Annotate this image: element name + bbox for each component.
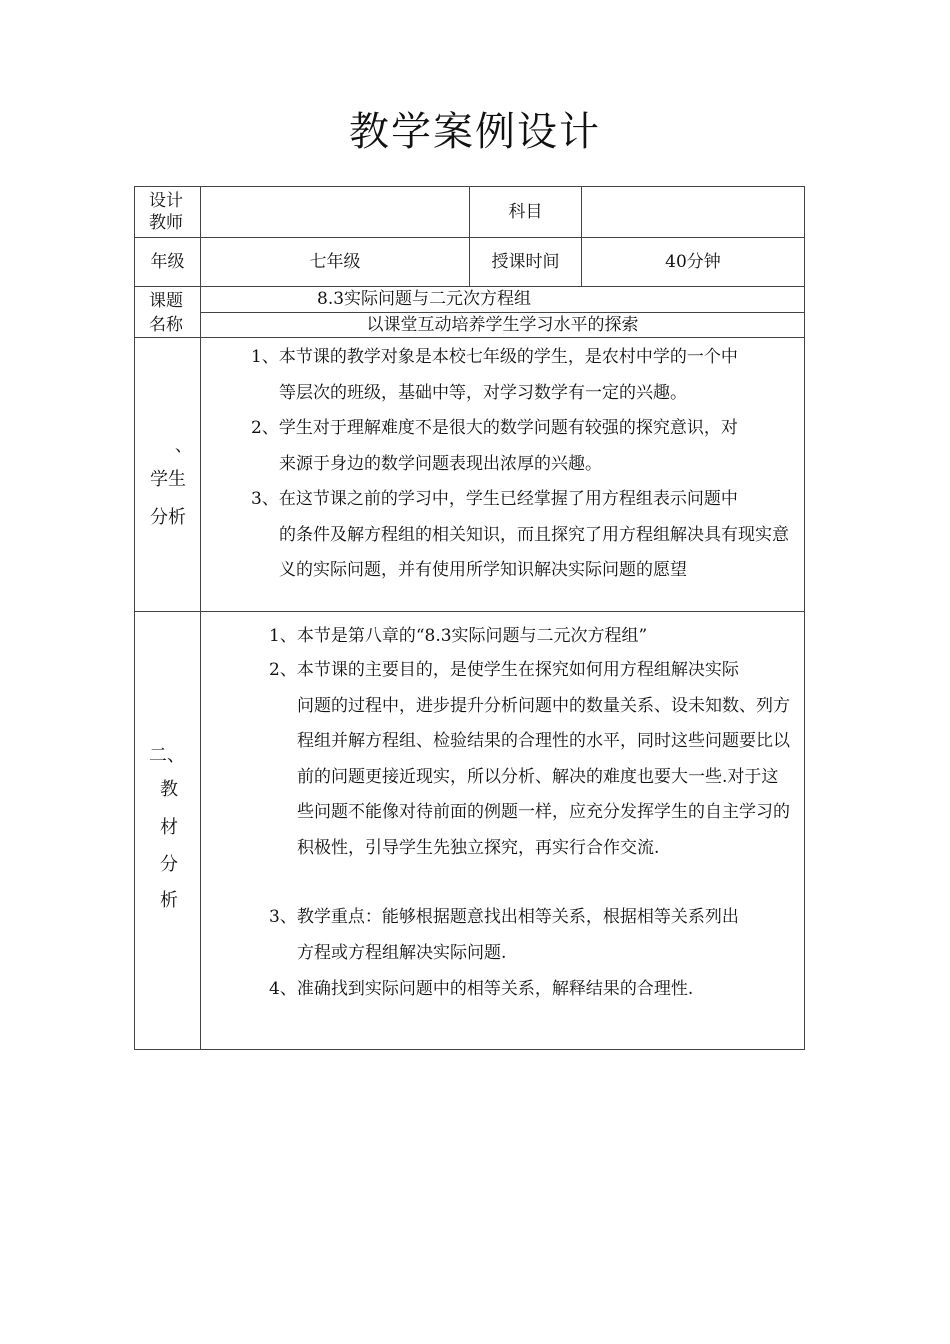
row-divider-3 xyxy=(135,337,804,338)
material-item-2-cont: 问题的过程中，进步提升分析问题中的数量关系、设未知数、列方程组并解方程组、检验结果的合理性的水平，同时这些问题要比以前的问题更接近现实，所以分析、解决的难度也要大一些.对于这些问题不能像对待前面的例题一样，应充分发挥学生的自主学习的积极性，引导学生先独立探究，再实行合作交流. xyxy=(297,695,790,858)
material-analysis-item xyxy=(269,972,789,1008)
topic-label: 课题 名称 xyxy=(149,291,183,335)
subject-value xyxy=(582,187,804,237)
document-title: 教学案例设计 xyxy=(349,109,601,155)
material-item-1-first: 1、本节是第八章的“8.3实际问题与二元次方程组” xyxy=(269,626,648,646)
topic-line-2: 以课堂互动培养学生学习水平的探索 xyxy=(366,315,639,335)
student-item-1-first: 1、本节课的教学对象是本校七年级的学生，是农村中学的一个中 xyxy=(251,347,738,367)
designer-value xyxy=(201,187,469,237)
material-analysis-item xyxy=(269,900,797,971)
designer-label: 设计 教师 xyxy=(149,191,183,233)
material-analysis-label-3: 材 xyxy=(160,817,178,838)
student-item-2-cont: 来源于身边的数学问题表现出浓厚的兴趣。 xyxy=(279,453,602,474)
time-value: 40分钟 xyxy=(665,252,721,272)
student-analysis-item xyxy=(251,411,803,482)
material-analysis-label-4: 分 xyxy=(160,854,178,875)
student-analysis-label-1: 学生 xyxy=(150,469,186,490)
student-analysis-content xyxy=(251,340,803,611)
topic-line-1: 8.3实际问题与二元次方程组 xyxy=(317,289,532,309)
student-item-2-first: 2、学生对于理解难度不是很大的数学问题有较强的探究意识，对 xyxy=(251,418,738,438)
student-item-3-first: 3、在这节课之前的学习中，学生已经掌握了用方程组表示问题中 xyxy=(251,489,738,509)
material-item-3-cont: 方程或方程组解决实际问题. xyxy=(297,942,507,963)
student-item-1-cont: 等层次的班级，基础中等，对学习数学有一定的兴趣。 xyxy=(279,382,687,403)
material-item-4-first: 4、准确找到实际问题中的相等关系，解释结果的合理性. xyxy=(269,979,694,999)
student-item-3-cont: 的条件及解方程组的相关知识，而且探究了用方程组解决具有现实意义的实际问题，并有使用所学知识解决实际问题的愿望 xyxy=(279,524,789,580)
student-analysis-mark: 、 xyxy=(175,436,192,456)
material-item-2-first: 2、本节课的主要目的，是使学生在探究如何用方程组解决实际 xyxy=(269,660,739,680)
time-label: 授课时间 xyxy=(491,252,560,272)
subject-label: 科目 xyxy=(508,202,543,222)
material-analysis-label-1: 二、 xyxy=(149,745,185,766)
material-analysis-item xyxy=(269,653,793,866)
material-analysis-label-2: 教 xyxy=(160,779,178,800)
material-analysis-label-5: 析 xyxy=(160,890,178,911)
lesson-design-table xyxy=(134,186,805,1050)
material-item-3-first: 3、教学重点：能够根据题意找出相等关系，根据相等关系列出 xyxy=(269,907,739,927)
row-divider-4 xyxy=(135,611,804,612)
grade-value: 七年级 xyxy=(309,252,361,272)
material-analysis-item xyxy=(269,619,789,655)
grade-label: 年级 xyxy=(150,252,185,272)
student-analysis-item xyxy=(251,340,803,411)
row-divider-2 xyxy=(135,286,804,287)
student-analysis-label-2: 分析 xyxy=(150,507,186,528)
student-analysis-item xyxy=(251,482,803,589)
